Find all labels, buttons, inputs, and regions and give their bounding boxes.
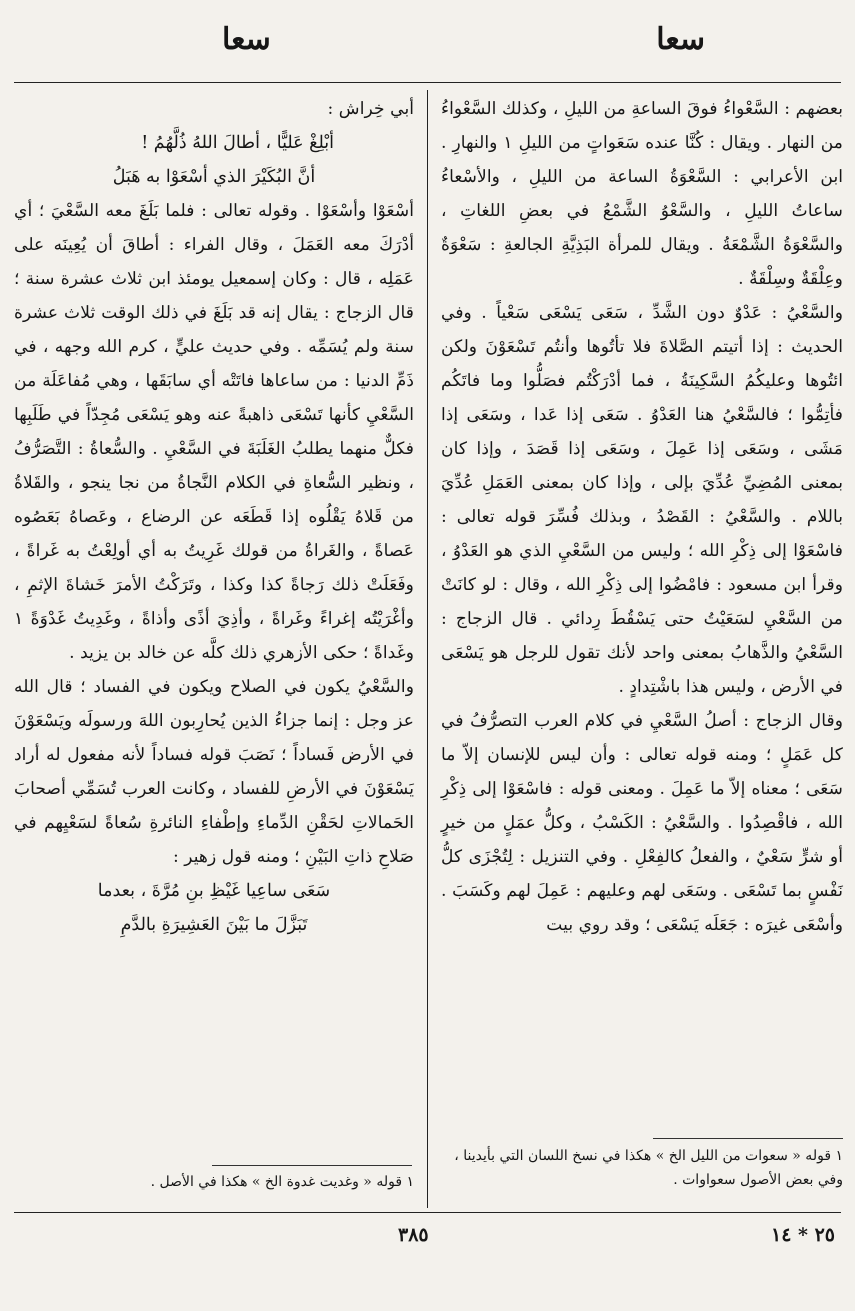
verse-top-line-1: أبْلِغْ عَليًّا ، أطالَ اللهُ ذُلَّهُمُ ! <box>141 133 334 153</box>
left-footnote: ١ قوله « وغديت غدوة الخ » هكذا في الأصل . <box>150 1174 414 1190</box>
left-paragraph-2: والسَّعْيُ يكون في الصلاح ويكون في الفساد ؛ قال الله عز وجل : إنما جزاءُ الذين يُحارِبون اللهَ ورسولَه ويَسْعَوْنَ في الأرض فَساداً ؛ نَصَبَ قوله فساداً لأنه مفعول له أراد يَسْعَوْنَ في الأرضِ للفساد ، وكانت العرب تُسَمِّي أصحابَ الحَمالاتِ لحَقْنِ الدِّماءِ وإطْفاءِ النائرةِ سُعاةً لسَعْيِهم في صَلاحِ ذاتِ البَيْنِ ؛ ومنه قول زهير : <box>14 677 414 867</box>
verse-top-line-2: أنَّ البُكَيْرَ الذي أسْعَوْا به هَبَلُ <box>112 167 316 187</box>
left-column-header: سعا <box>222 22 271 57</box>
left-paragraph-1: أسْعَوْا وأسْعَوْا . وقوله تعالى : فلما بَلَغَ معه السَّعْيَ ؛ أي أدْرَكَ معه العَمَلَ ، وقال الفراء : أطاقَ أن يُعِينَه على عَمَلِه ، قال : وكان إسمعيل يومئذ ابن ثلاث عشرة سنة ؛ قال الزجاج : يقال إنه قد بَلَغَ في ذلك الوقت ثلاث عشرة سنة ولم يُسَمِّه . وفي حديث عليٍّ ، كرم الله وجهه ، في ذَمِّ الدنيا : من ساعاها فاتَتْه أي سابَقَها ، وهي مُفاعَلَة من السَّعْيِ كأنها تَسْعَى ذاهبةً عنه وهو يَسْعَى مُجِدّاً في طَلَبِها فكلٌّ منهما يطلبُ الغَلَبَةَ في السَّعْيِ . والسُّعاةُ : التَّصَرُّفُ ، ونظير السُّعاةِ في الكلام النَّجاةُ من نجا ينجو ، والقَلاةُ من قَلاهُ يَقْلُوه إذا قَطَعَه عن الرضاع ، وعَصاهُ بَعَصُوه عَصاةً ، والغَراةُ من قولك غَرِيتُ به أي أولِعْتُ به غَراةً ، وفَعَلَتْ ذلك رَجاةً كذا وكذا ، وتَرَكْتُ الأمرَ خَشاةَ الإثمِ ، وأغْرَيْتُه إغراءً وغَراةً ، وأذِيَ أذًى وأذاةً ، وغَدِيتُ غَدْوَةً ١ وغَداةً ؛ حكى الأزهري ذلك كلَّه عن خالد بن يزيد . <box>14 201 414 663</box>
right-paragraph-2: والسَّعْيُ : عَدْوٌ دون الشَّدِّ ، سَعَى يَسْعَى سَعْياً . وفي الحديث : إذا أتيتم الصَّلاةَ فلا تأتُوها وأنتُم تَسْعَوْنَ ولكن ائتُوها وعليكُمُ السَّكِينَةُ ، فما أدْرَكْتُم فصَلُّوا وما فاتَكُم فأتِمُّوا ؛ فالسَّعْيُ هنا العَدْوُ . سَعَى إذا عَدا ، وسَعَى إذا مَشَى ، وسَعَى إذا عَمِلَ ، وسَعَى إذا قَصَدَ ، وإذا كان بمعنى المُضِيِّ عُدِّيَ بإلى ، وإذا كان بمعنى العَمَلِ عُدِّيَ باللام . والسَّعْيُ : القَصْدُ ، وبذلك فُسِّرَ قوله تعالى : فاسْعَوْا إلى ذِكْرِ الله ؛ وليس من السَّعْيِ الذي هو العَدْوُ ، وقرأ ابن مسعود : فامْضُوا إلى ذِكْرِ الله ، وقال : لو كانَتْ من السَّعْيِ لسَعَيْتُ حتى يَسْقُطَ رِدائي . قال الزجاج : السَّعْيُ والذَّهابُ بمعنى واحد لأنك تقول للرجل هو يَسْعَى في الأرض ، وليس هذا باشْتِدادٍ . <box>441 303 843 697</box>
right-footnote-rule <box>653 1138 843 1139</box>
right-paragraph-1: بعضهم : السَّعْواءُ فوقَ الساعةِ من الليلِ ، وكذلك السَّعْواءُ من النهار . ويقال : كُنَّا عنده سَعَواتٍ من الليلِ ١ والنهارِ . ابن الأعرابي : السَّعْوَةُ الساعة من الليلِ ، والأسْعاءُ ساعاتُ الليلِ ، والسَّعْوُ الشَّمْعُ في بعضِ اللغاتِ ، والسَّعْوَةُ الشَّمْعَةُ . ويقال للمرأة البَذِيَّةِ الجالعةِ : سَعْوَةٌ وعِلْقَةٌ وسِلْقَةٌ . <box>441 99 843 289</box>
left-column <box>14 92 414 942</box>
left-footnote-rule <box>212 1165 412 1166</box>
left-intro: أبي خِراش : <box>327 99 414 119</box>
right-footnote: ١ قوله « سعوات من الليل الخ » هكذا في نسخ اللسان التي بأيدينا ، وفي بعض الأصول سعواوات . <box>454 1148 843 1188</box>
footer-rule <box>14 1212 841 1213</box>
right-paragraph-3: وقال الزجاج : أصلُ السَّعْيِ في كلام العرب التصرُّفُ في كل عَمَلٍ ؛ ومنه قوله تعالى : وأن ليس للإنسان إلاّ ما سَعَى ؛ معناه إلاّ ما عَمِلَ . ومعنى قوله : فاسْعَوْا إلى ذِكْرِ الله ، فاقْصِدُوا . والسَّعْيُ : الكَسْبُ ، وكلُّ عمَلٍ من خيرٍ أو شرٍّ سَعْيٌ ، والفعلُ كالفِعْلِ . وفي التنزيل : لِتُجْزَى كلُّ نَفْسٍ بما تَسْعَى . وسَعَى لهم وعليهم : عَمِلَ لهم وكَسَبَ . وأسْعَى غيرَه : جَعَلَه يَسْعَى ؛ وقد روي بيت <box>441 711 843 935</box>
column-divider <box>427 90 428 1208</box>
page-number: ٣٨٥ <box>398 1224 429 1246</box>
right-column-header: سعا <box>656 22 705 57</box>
volume-reference: ٢٥ * ١٤ <box>770 1224 835 1246</box>
right-column <box>441 92 843 942</box>
verse-bottom-line-1: سَعَى ساعِيا غَيْظِ بنِ مُرَّةَ ، بعدما <box>97 881 331 901</box>
header-rule <box>14 82 841 83</box>
verse-bottom-line-2: تَبَزَّلَ ما بَيْنَ العَشِيرَةِ بالدَّمِ <box>120 915 308 935</box>
